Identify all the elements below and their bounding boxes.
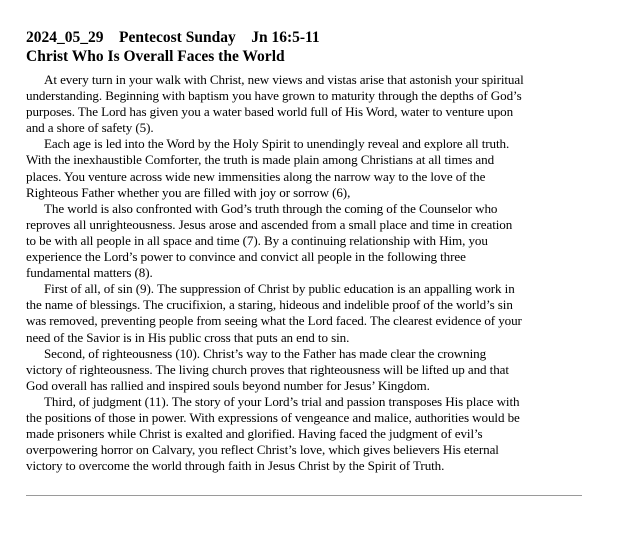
header-reference: Jn 16:5-11 — [251, 29, 320, 46]
text-line: At every turn in your walk with Christ, new views and vistas arise that astonish your spiritual — [44, 72, 524, 87]
text-line: Righteous Father whether you are filled with joy or sorrow (6), — [26, 184, 351, 200]
paragraph-judgment — [26, 394, 586, 474]
document-page — [26, 28, 586, 474]
bottom-divider — [26, 495, 582, 496]
paragraph-baptism — [26, 72, 586, 136]
header-occasion: Pentecost Sunday — [119, 29, 236, 46]
text-line: overpowering horror on Calvary, you reflect Christ’s love, which gives believers His eternal — [26, 442, 499, 458]
text-line: experience the Lord’s power to convince and convict all people in the following three — [26, 249, 466, 265]
text-line: to be with all people in all space and time (7). By a continuing relationship with Him, you — [26, 232, 488, 248]
text-line: Each age is led into the Word by the Holy Spirit to unendingly reveal and explore all truth. — [44, 136, 510, 152]
header-date: 2024_05_29 — [26, 29, 104, 46]
text-line: victory of righteousness. The living church proves that righteousness will be lifted up and that — [26, 361, 509, 377]
text-line: First of all, of sin (9). The suppression of Christ by public education is an appalling work in — [44, 281, 515, 297]
text-line: and a shore of safety (5). — [26, 120, 154, 136]
text-line: need of the Savior is in His public cross that puts an end to sin. — [26, 329, 350, 345]
text-line: With the inexhaustible Comforter, the truth is made plain among Christians at all times and — [26, 152, 495, 168]
text-line: victory to overcome the world through faith in Jesus Christ by the Spirit of Truth. — [26, 458, 445, 474]
text-line: fundamental matters (8). — [26, 265, 153, 281]
text-line: understanding. Beginning with baptism you have grown to maturity through the depths of God’s — [26, 88, 522, 104]
document-title: Christ Who Is Overall Faces the World — [26, 48, 285, 65]
text-line: God overall has rallied and inspired souls beyond number for Jesus’ Kingdom. — [26, 377, 430, 393]
paragraph-sin — [26, 281, 586, 345]
paragraph-righteousness — [26, 346, 586, 394]
document-header — [26, 28, 586, 47]
text-line: places. You venture across wide new immensities along the narrow way to the love of the — [26, 168, 486, 184]
text-line: the name of blessings. The crucifixion, a staring, hideous and indelible proof of the world’s sin — [26, 297, 513, 313]
paragraph-counselor — [26, 201, 586, 281]
text-line: the positions of those in power. With expressions of vengeance and malice, authorities would be — [26, 409, 520, 425]
text-line: Second, of righteousness (10). Christ’s way to the Father has made clear the crowning — [44, 345, 487, 361]
text-line: The world is also confronted with God’s truth through the coming of the Counselor who — [44, 200, 498, 216]
text-line: was removed, preventing people from seeing what the Lord faced. The clearest evidence of your — [26, 313, 522, 329]
text-line: purposes. The Lord has given you a water based world full of His Word, water to venture upon — [26, 104, 514, 120]
paragraph-holy-spirit — [26, 136, 586, 200]
text-line: made prisoners while Christ is exalted and glorified. Having faced the judgment of evil’s — [26, 426, 483, 442]
text-line: Third, of judgment (11). The story of your Lord’s trial and passion transposes His place with — [44, 393, 520, 409]
document-body — [26, 72, 586, 474]
text-line: reproves all unrighteousness. Jesus arose and ascended from a small place and time in creation — [26, 216, 513, 232]
